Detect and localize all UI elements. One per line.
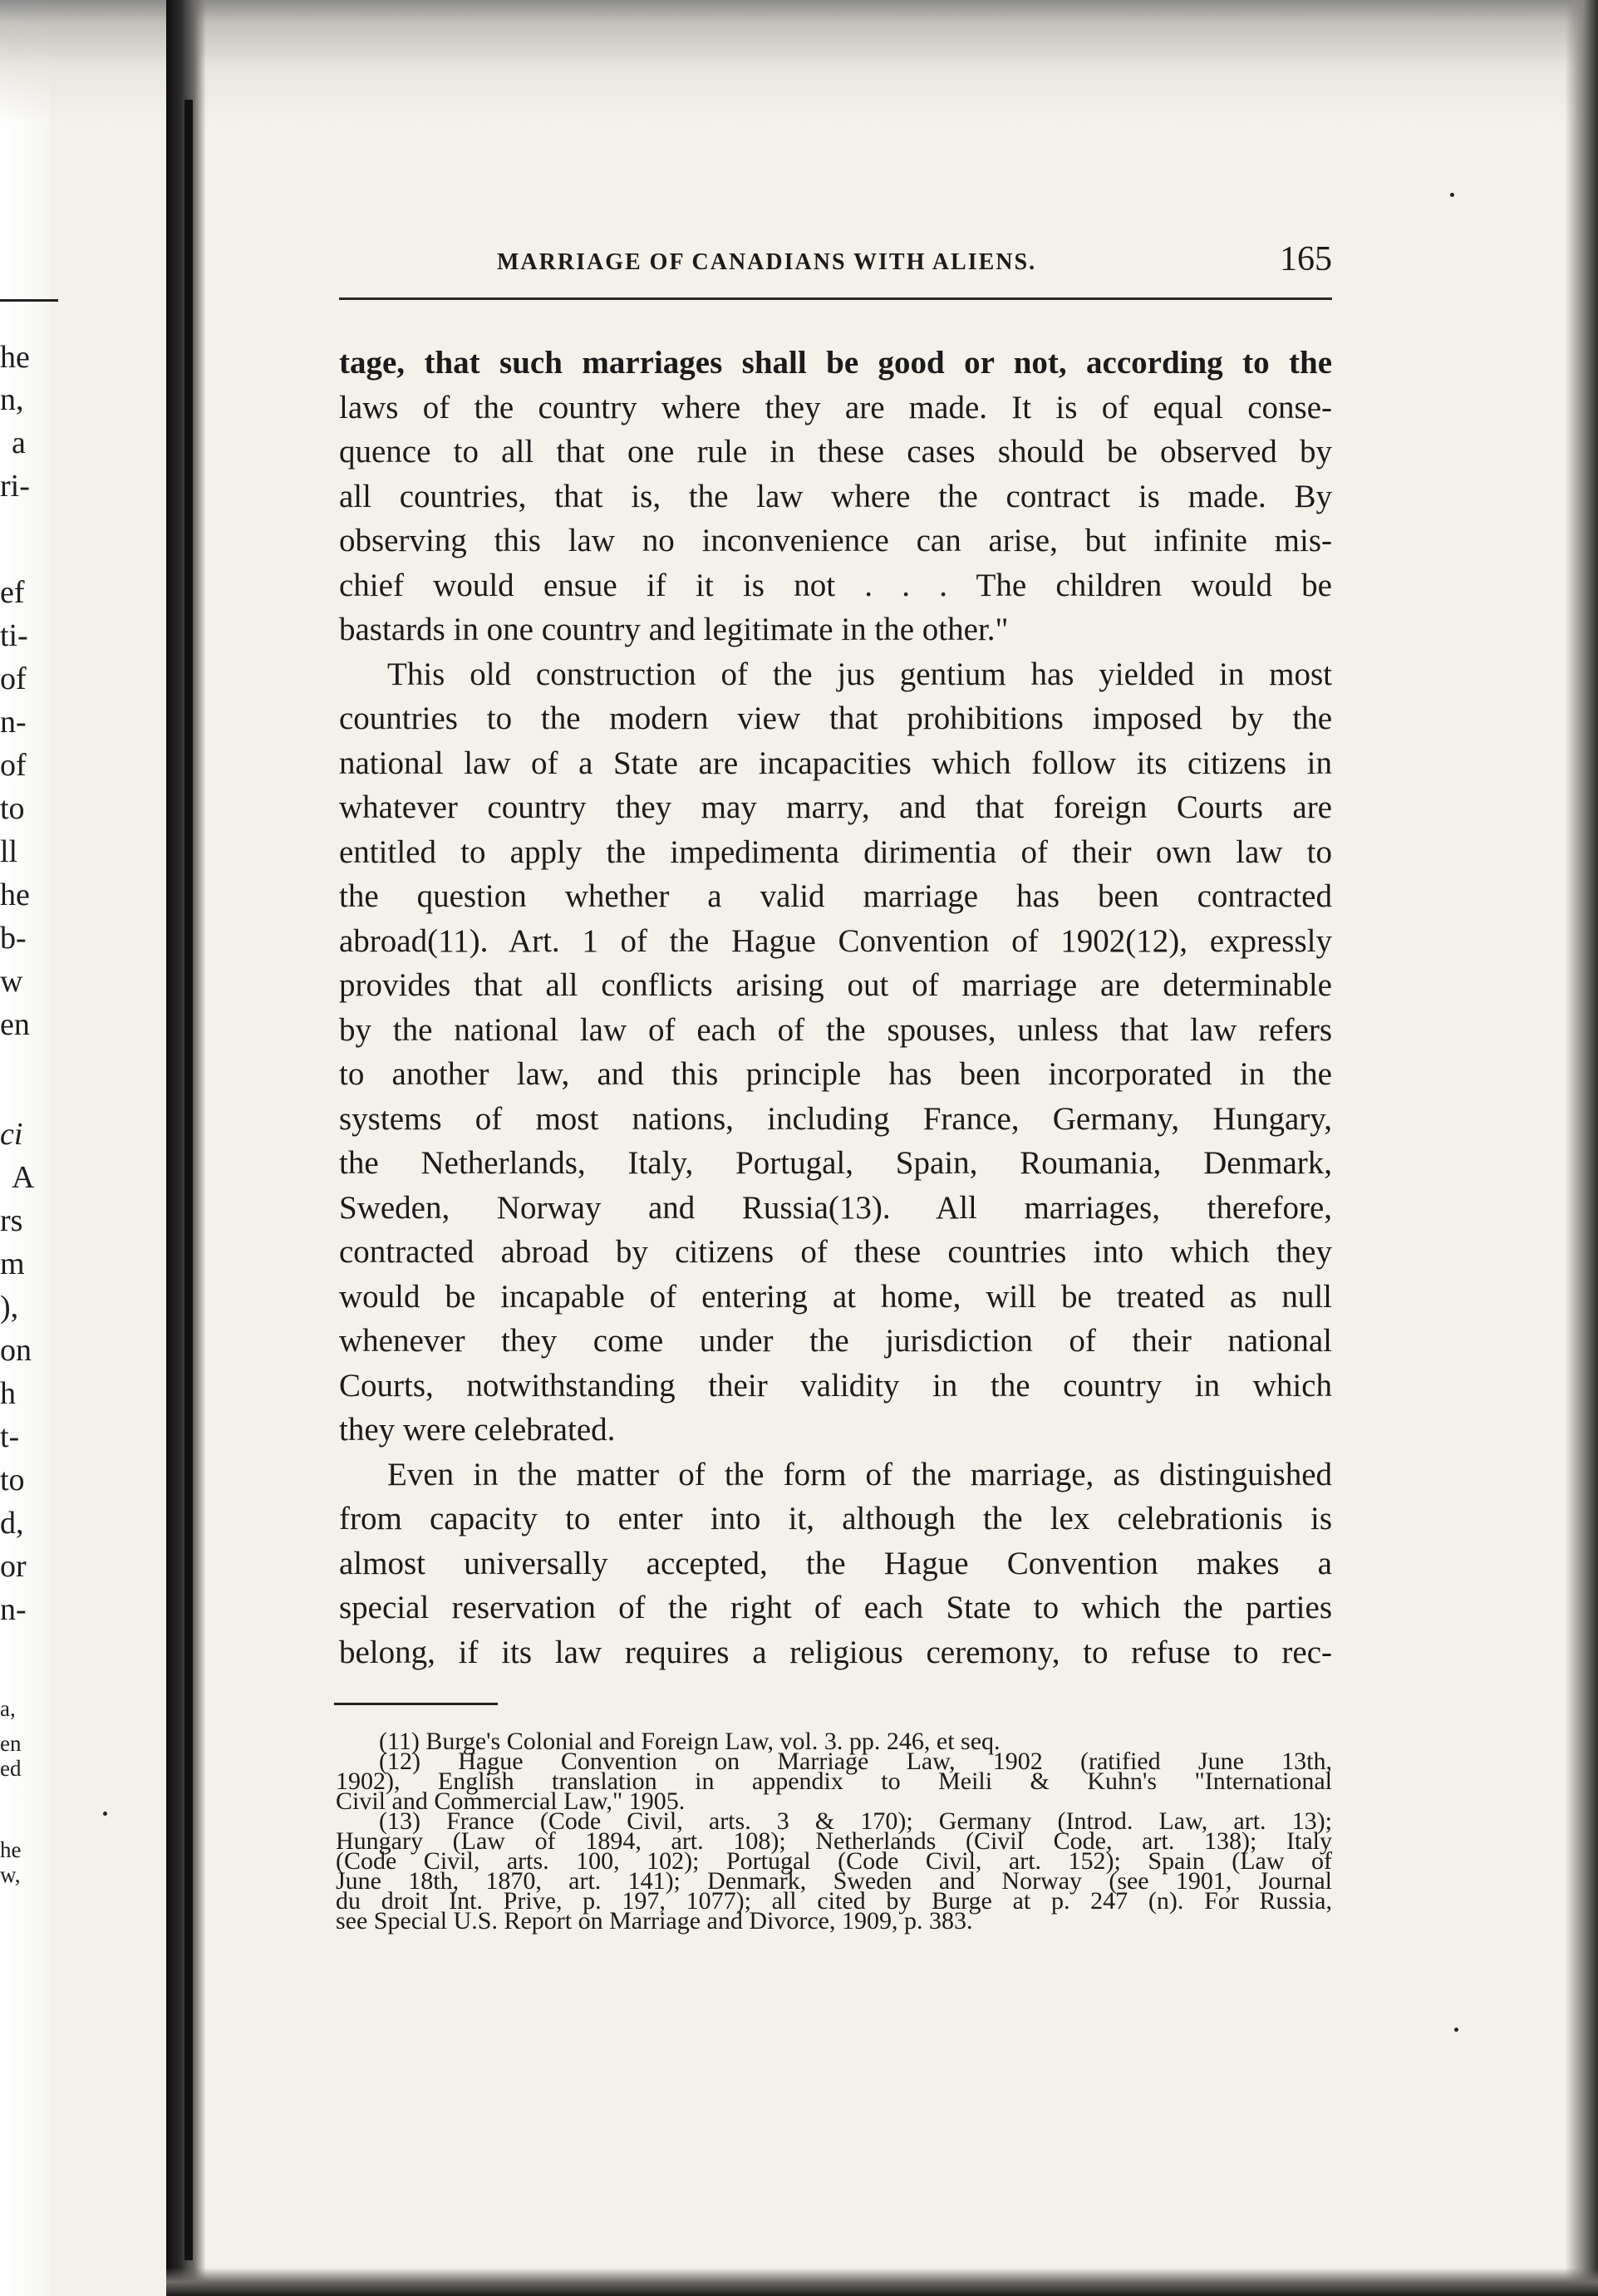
footnote-line: (13) France (Code Civil, arts. 3 & 170); Germany (Introd. Law, art. 13); <box>379 1807 1332 1835</box>
text-line: Even in the matter of the form of the marriage, as distinguished <box>387 1456 1332 1492</box>
footnote-line: (12) Hague Convention on Marriage Law, 1902 (ratified June 13th, <box>379 1748 1332 1775</box>
text-line: observing this law no inconvenience can arise, but infinite mis- <box>339 523 1332 558</box>
text-line: almost universally accepted, the Hague Convention makes a <box>339 1545 1332 1581</box>
adjacent-fragment: en <box>0 1731 22 1756</box>
paragraph-1 <box>339 341 1332 652</box>
header-rule <box>339 297 1332 300</box>
adjacent-fragment: en <box>0 1007 30 1042</box>
adjacent-page-rule <box>0 299 58 302</box>
scan-speck <box>103 1812 107 1816</box>
text-line: tage, that such marriages shall be good or not, according to the <box>339 345 1332 381</box>
adjacent-fragment: of <box>0 661 27 696</box>
adjacent-fragment: A <box>12 1160 35 1195</box>
text-line: would be incapable of entering at home, will be treated as null <box>339 1278 1332 1315</box>
adjacent-fragment: w, <box>0 1862 21 1887</box>
adjacent-fragment: he <box>0 340 30 375</box>
adjacent-fragment: ci <box>0 1117 23 1152</box>
text-line: national law of a State are incapacities which follow its citizens in <box>339 745 1332 781</box>
adjacent-fragment: n- <box>0 1592 27 1627</box>
text-line: special reservation of the right of each State to which the parties <box>339 1590 1332 1625</box>
adjacent-fragment: t- <box>0 1419 20 1454</box>
adjacent-fragment: to <box>0 791 25 826</box>
adjacent-fragment: b- <box>0 921 27 956</box>
scan-speck <box>1454 2028 1458 2032</box>
text-line: to another law, and this principle has been incorporated in the <box>339 1056 1332 1092</box>
text-line: countries to the modern view that prohibitions imposed by the <box>339 701 1332 736</box>
adjacent-fragment: ed <box>0 1756 22 1781</box>
adjacent-fragment: or <box>0 1549 27 1584</box>
text-line: Courts, notwithstanding their validity in the country in which <box>339 1367 1332 1404</box>
adjacent-fragment: ef <box>0 575 25 610</box>
binding-gutter-edge <box>184 100 193 2260</box>
adjacent-fragment: of <box>0 748 27 783</box>
footnote-line: (Code Civil, arts. 100, 102); Portugal (Code Civil, art. 152); Spain (Law of <box>336 1847 1332 1875</box>
adjacent-fragment: on <box>0 1333 32 1368</box>
footnote-line: June 18th, 1870, art. 141); Denmark, Sweden and Norway (see 1901, Journal <box>336 1867 1332 1895</box>
text-line: This old construction of the jus gentium has yielded in most <box>387 656 1332 692</box>
footnote-line: Hungary (Law of 1894, art. 108); Netherlands (Civil Code, art. 138); Italy <box>336 1827 1332 1855</box>
paragraph-2 <box>339 652 1332 1453</box>
adjacent-fragment: he <box>0 1837 22 1862</box>
text-line: the question whether a valid marriage has been contracted <box>339 878 1332 914</box>
text-line: all countries, that is, the law where the contract is made. By <box>339 478 1332 514</box>
footnote-line: see Special U.S. Report on Marriage and Divorce, 1909, p. 383. <box>336 1907 973 1935</box>
text-line: they were celebrated. <box>339 1412 616 1448</box>
adjacent-fragment: a <box>12 425 26 460</box>
bottom-page-edge <box>166 2268 1598 2296</box>
adjacent-fragment: he <box>0 878 30 912</box>
text-line: systems of most nations, including France, Germany, Hungary, <box>339 1100 1332 1137</box>
text-line: laws of the country where they are made. It is of equal conse- <box>339 389 1332 425</box>
adjacent-fragment: to <box>0 1463 25 1497</box>
scan-top-shadow <box>0 0 1598 125</box>
footnote-12 <box>336 1748 1332 1815</box>
text-line: entitled to apply the impedimenta dirimentia of their own law to <box>339 833 1332 870</box>
text-line: belong, if its law requires a religious ceremony, to refuse to rec- <box>339 1634 1332 1670</box>
adjacent-fragment: ri- <box>0 469 30 504</box>
running-head <box>339 239 1332 286</box>
footnote-line: Civil and Commercial Law," 1905. <box>336 1787 686 1815</box>
text-line: quence to all that one rule in these cases should be observed by <box>339 434 1332 470</box>
right-page-edge <box>1565 0 1598 2296</box>
running-title: MARRIAGE OF CANADIANS WITH ALIENS. <box>497 249 1037 275</box>
paragraph-3 <box>339 1453 1332 1675</box>
text-line: Sweden, Norway and Russia(13). All marriages, therefore, <box>339 1189 1332 1226</box>
text-line: provides that all conflicts arising out of marriage are determinable <box>339 967 1332 1003</box>
footnote-13 <box>336 1807 1332 1935</box>
text-line: the Netherlands, Italy, Portugal, Spain, Roumania, Denmark, <box>339 1145 1332 1181</box>
text-line: whatever country they may marry, and that foreign Courts are <box>339 789 1332 825</box>
text-line: whenever they come under the jurisdiction of their national <box>339 1323 1332 1359</box>
adjacent-fragment: ), <box>0 1290 19 1325</box>
footnotes <box>336 1728 1332 1935</box>
adjacent-fragment: a, <box>0 1696 16 1721</box>
text-line: by the national law of each of the spouses, unless that law refers <box>339 1011 1332 1048</box>
adjacent-fragment: n- <box>0 705 27 740</box>
scan-speck <box>1450 193 1454 197</box>
text-line: bastards in one country and legitimate in the other." <box>339 612 1009 647</box>
text-line: abroad(11). Art. 1 of the Hague Convention of 1902(12), expressly <box>339 922 1332 959</box>
adjacent-fragment: n, <box>0 382 24 417</box>
text-line: contracted abroad by citizens of these countries into which they <box>339 1234 1332 1270</box>
footnote-line: 1902), English translation in appendix to Meili & Kuhn's "International <box>336 1767 1332 1795</box>
adjacent-fragment: w <box>0 964 23 999</box>
text-line: chief would ensue if it is not . . . The children would be <box>339 567 1332 603</box>
body-text <box>339 341 1332 1674</box>
adjacent-fragment: h <box>0 1376 16 1411</box>
footnote-rule <box>334 1703 498 1705</box>
adjacent-fragment: ll <box>0 834 18 869</box>
page-number: 165 <box>1280 240 1332 278</box>
text-line: from capacity to enter into it, although the lex celebrationis is <box>339 1501 1332 1536</box>
adjacent-fragment: ti- <box>0 618 28 653</box>
adjacent-fragment: rs <box>0 1203 23 1238</box>
footnote-line: du droit Int. Prive, p. 197, 1077); all cited by Burge at p. 247 (n). For Russia, <box>336 1887 1332 1915</box>
footnote-line: (11) Burge's Colonial and Foreign Law, vol. 3. pp. 246, et seq. <box>379 1728 1001 1755</box>
adjacent-fragment: m <box>0 1246 25 1281</box>
adjacent-fragment: d, <box>0 1506 24 1541</box>
